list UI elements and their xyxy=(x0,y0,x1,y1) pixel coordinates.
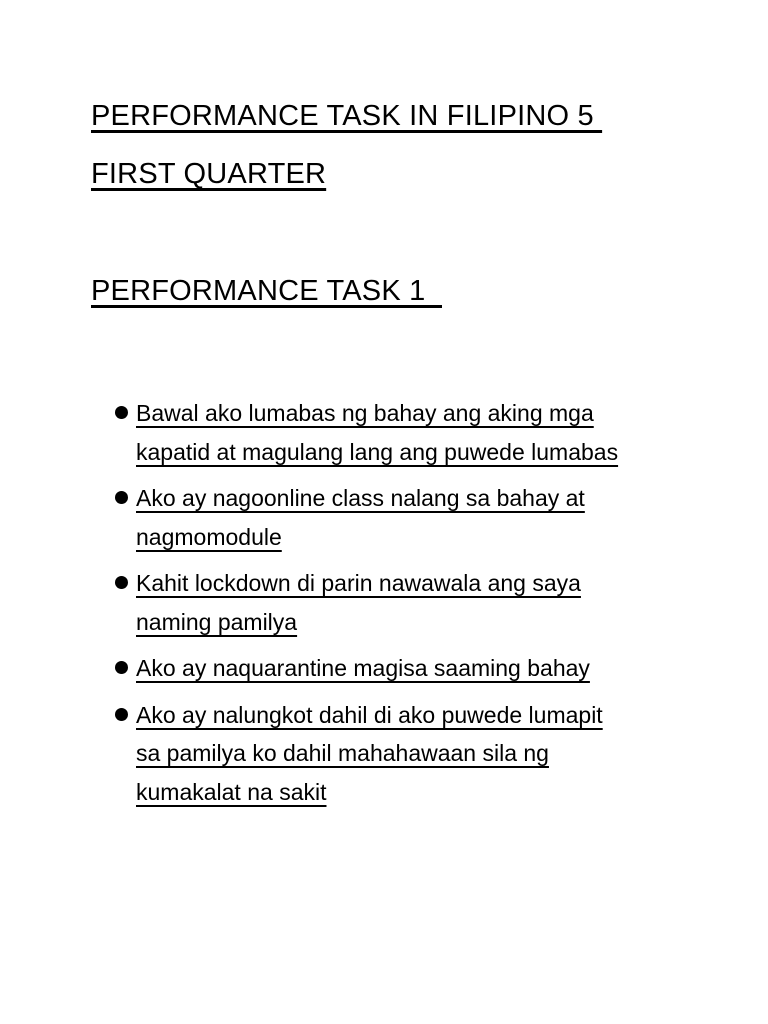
list-item-text: Kahit lockdown di parin nawawala ang saya naming pamilya xyxy=(136,570,581,635)
task-heading: PERFORMANCE TASK 1 xyxy=(91,275,442,307)
list-item xyxy=(112,564,732,641)
list-item xyxy=(112,696,732,812)
bullet-icon xyxy=(115,661,128,674)
document-title-line-1: PERFORMANCE TASK IN FILIPINO 5 xyxy=(91,100,603,132)
bullet-list xyxy=(112,394,732,819)
list-item-text: Ako ay nagoonline class nalang sa bahay at nagmomodule xyxy=(136,485,585,550)
bullet-icon xyxy=(115,708,128,721)
document-title-line-2: FIRST QUARTER xyxy=(91,158,327,190)
list-item-text: Bawal ako lumabas ng bahay ang aking mga kapatid at magulang lang ang puwede lumabas xyxy=(136,400,619,465)
list-item-text: Ako ay naquarantine magisa saaming bahay xyxy=(136,655,590,681)
bullet-icon xyxy=(115,406,128,419)
list-item xyxy=(112,394,732,471)
list-item-text: Ako ay nalungkot dahil di ako puwede lumapit sa pamilya ko dahil mahahawaan sila ng kumakalat na sakit xyxy=(136,701,603,805)
list-item xyxy=(112,479,732,556)
bullet-icon xyxy=(115,491,128,504)
bullet-icon xyxy=(115,576,128,589)
list-item xyxy=(112,649,732,688)
